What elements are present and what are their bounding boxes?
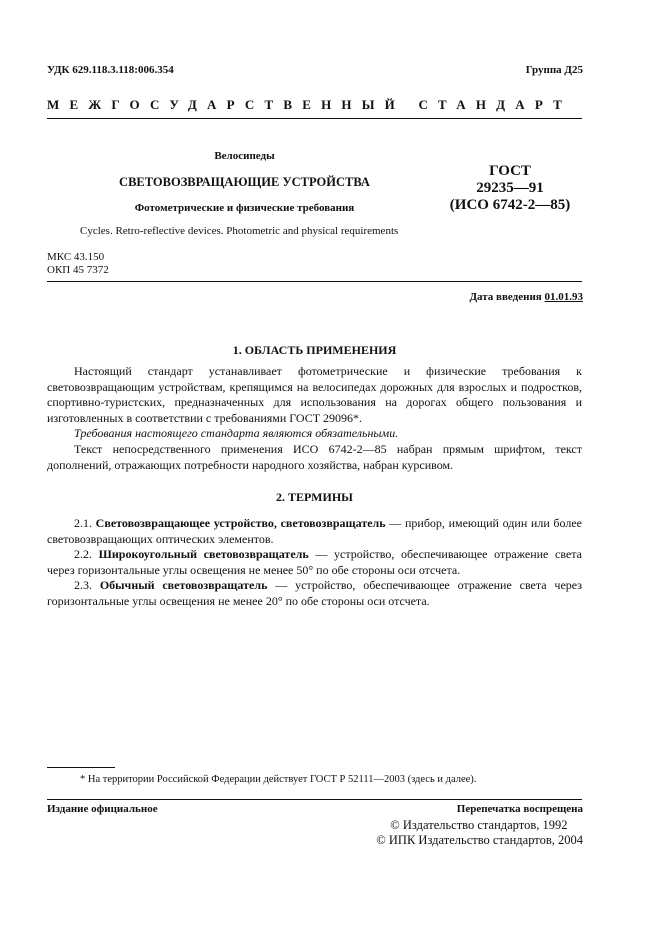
- term-item: [47, 516, 582, 547]
- title-rule: [47, 281, 582, 282]
- header-rule: [47, 118, 582, 119]
- term-name: Широкоугольный световозвращатель: [98, 547, 309, 562]
- mks-code: МКС 43.150: [47, 251, 105, 263]
- term-name: Обычный световозвращатель: [99, 578, 268, 593]
- term-number: 2.3.: [74, 578, 100, 593]
- effective-date: [469, 291, 583, 303]
- banner: МЕЖГОСУДАРСТВЕННЫЙ СТАНДАРТ: [47, 97, 573, 112]
- english-title: Cycles. Retro-reflective devices. Photometric and physical requirements: [80, 225, 399, 237]
- official-edition: Издание официальное: [47, 803, 158, 815]
- term-name: Световозвращающее устройство, световозвращатель: [95, 516, 386, 530]
- term-number: 2.1.: [74, 516, 96, 530]
- group-code: Группа Д25: [525, 64, 583, 76]
- term-definition: — устройство, обеспечивающее отражение света через горизонтальные углы освещения не менее 50° по обе стороны оси отсчета.: [47, 547, 582, 577]
- effective-date-label: Дата введения: [469, 291, 545, 303]
- term-item: [47, 547, 582, 578]
- copyright-block: [376, 818, 583, 848]
- document-title: СВЕТОВОЗВРАЩАЮЩИЕ УСТРОЙСТВА: [119, 175, 370, 189]
- section1-para2: Требования настоящего стандарта являются обязательными.: [74, 426, 399, 441]
- section1-para3: Текст непосредственного применения ИСО 6742-2—85 набран прямым шрифтом, текст дополнений, отражающих потребности народного хозяйства, набран курсивом.: [47, 441, 582, 472]
- term-definition: — устройство, обеспечивающее отражение света через горизонтальные углы освещения не менее 20° по обе стороны оси отсчета.: [47, 578, 582, 608]
- footnote-rule: [47, 767, 115, 768]
- document-subtitle: Фотометрические и физические требования: [134, 202, 355, 214]
- classifier-codes: [47, 251, 109, 277]
- section2-body: [47, 516, 582, 610]
- subject: Велосипеды: [214, 150, 275, 162]
- udk-code: УДК 629.118.3.118:006.354: [47, 64, 174, 76]
- section1-body: [47, 364, 582, 473]
- gost-label: ГОСТ: [489, 163, 531, 179]
- footnote: * На территории Российской Федерации действует ГОСТ Р 52111—2003 (здесь и далее).: [80, 774, 477, 785]
- gost-number: 29235—91: [476, 180, 544, 196]
- section2-heading: 2. ТЕРМИНЫ: [276, 490, 353, 504]
- copyright-line: © Издательство стандартов, 1992: [390, 818, 568, 832]
- term-number: 2.2.: [74, 547, 99, 562]
- reprint-notice: Перепечатка воспрещена: [456, 803, 583, 815]
- copyright-line: © ИПК Издательство стандартов, 2004: [376, 833, 583, 847]
- effective-date-value: 01.01.93: [544, 291, 583, 303]
- footer-rule: [47, 799, 582, 800]
- section1-heading: 1. ОБЛАСТЬ ПРИМЕНЕНИЯ: [232, 343, 397, 357]
- iso-number: (ИСО 6742-2—85): [449, 197, 571, 213]
- term-item: [47, 578, 582, 609]
- term-definition: — прибор, имеющий один или более световозвращающих оптических элементов.: [47, 516, 582, 546]
- section1-para1: Настоящий стандарт устанавливает фотометрические и физические требования к световозвращающим устройствам, крепящимся на велосипедах дорожных для взрослых и подростков, спортивно-туристских, предназначенных для использования на дорогах общего пользования и изготовленных в соответствии с требованиями ГОСТ 29096*.: [47, 364, 582, 425]
- okp-code: ОКП 45 7372: [47, 264, 109, 276]
- gost-number-block: [440, 163, 580, 214]
